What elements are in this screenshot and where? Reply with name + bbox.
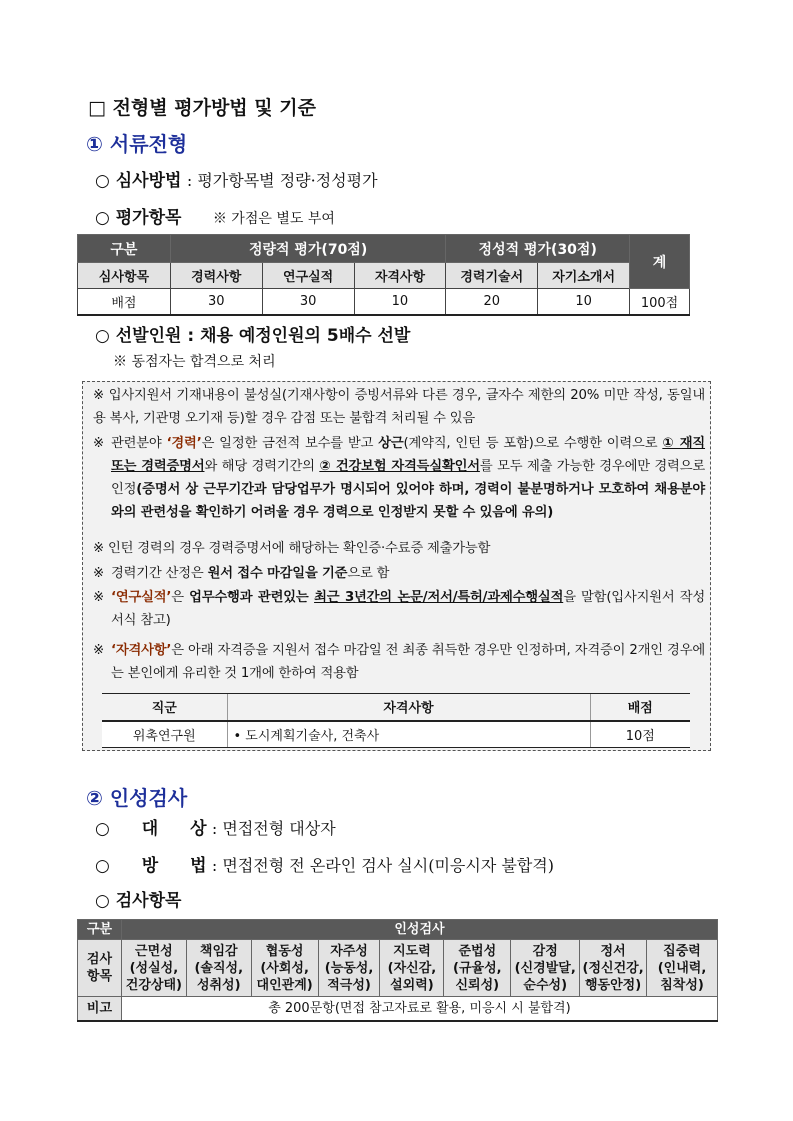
review-items-note: ※ 가점은 별도 부여: [212, 211, 335, 227]
personality-table: [77, 919, 718, 1022]
item-detail: (정신건강, 행동안정): [582, 960, 644, 993]
personality-item: [444, 940, 511, 997]
score-point: 10: [538, 289, 630, 315]
note-text: [93, 586, 705, 632]
note-text: ※ 입사지원서 기재내용이 불성실(기재사항이 증빙서류와 다른 경우, 글자수 제한의 20% 미만 작성, 동일내용 복사, 기관명 오기재 등)할 경우 감점 또는 불합격 처리될 수 있음: [93, 388, 705, 426]
item-name: 지도력: [393, 943, 431, 959]
personality-header-main: 인성검사: [121, 920, 717, 940]
personality-item: [580, 940, 647, 997]
note-fulltime-term: 상근: [378, 436, 404, 451]
review-items-line: [95, 203, 335, 228]
doc-review-heading: ① 서류전형: [86, 132, 188, 156]
score-item: 연구실적: [262, 263, 354, 289]
note-research-term: ‘연구실적’: [111, 590, 172, 605]
note-research-scope: 최근 3년간의 논문/저서/특허/과제수행실적: [314, 590, 564, 605]
score-header-quant: 정량적 평가(70점): [170, 235, 446, 263]
item-name: 정서: [600, 943, 626, 959]
personality-item: [121, 940, 186, 997]
selection-label: ○ 선발인원 : 채용 예정인원의 5배수 선발: [95, 326, 411, 346]
personality-header-group: 구분: [78, 920, 122, 940]
note-mark: ※: [93, 590, 104, 605]
note-part: 경력기간 산정은: [111, 566, 208, 581]
item-detail: (규율성, 신뢰성): [453, 960, 502, 993]
tie-note: ※ 동점자는 합격으로 처리: [113, 354, 276, 370]
score-item: 경력사항: [170, 263, 262, 289]
note-employment-cert: ① 재직 또는 경력증명서: [111, 436, 706, 474]
cert-header: 배점: [590, 694, 690, 721]
cert-header: 직군: [102, 694, 227, 721]
personality-item: [251, 940, 318, 997]
item-detail: (자신감, 설외력): [387, 960, 437, 993]
personality-method-label: ○ 방 법: [95, 856, 207, 876]
note-part: 업무수행과 관련있는: [189, 590, 315, 605]
note-mark: ※: [93, 436, 104, 451]
note-intern: [93, 537, 705, 560]
item-detail: (신경발달, 순수성): [514, 960, 576, 993]
item-name: 책임감: [199, 943, 238, 959]
note-text: [93, 639, 705, 685]
score-header-group: 구분: [78, 235, 171, 263]
item-name: 집중력: [663, 943, 701, 959]
note-text: ※ 인턴 경력의 경우 경력증명서에 해당하는 확인증·수료증 제출가능함: [93, 541, 491, 556]
note-part: (계약직, 인턴 등 포함)으로 수행한 이력으로: [403, 436, 663, 451]
note-part: 와 해당 경력기간의: [204, 459, 320, 474]
review-method-line: [95, 166, 378, 191]
cert-job-group: 위촉연구원: [102, 721, 227, 748]
note-career-caution: (증명서 상 근무기간과 담당업무가 명시되어 있어야 하며, 경력이 불분명하거나 모호하여 채용분야와의 관련성을 확인하기 어려울 경우 경력으로 인정받지 못할 수 있음에 유의): [111, 482, 705, 520]
item-detail: (인내력, 침착성): [657, 960, 707, 993]
note-career-period: [93, 562, 705, 585]
note-mark: ※: [93, 566, 104, 581]
note-insurance-cert: ② 건강보험 자격득실확인서: [319, 459, 480, 474]
item-name: 준법성: [458, 943, 497, 959]
personality-item: [647, 940, 718, 997]
note-research: [93, 586, 705, 632]
section-title: □ 전형별 평가방법 및 기준: [88, 97, 316, 119]
note-part: 으로 함: [347, 566, 390, 581]
score-point: 30: [170, 289, 262, 315]
item-detail: (솔직성, 성취성): [194, 960, 244, 993]
note-part: 은 일정한 금전적 보수를 받고: [201, 436, 379, 451]
personality-heading: ② 인성검사: [86, 786, 188, 810]
cert-header: 자격사항: [227, 694, 590, 721]
note-part: 관련분야: [111, 436, 167, 451]
note-cert-term: ‘자격사항’: [111, 643, 172, 658]
item-detail: (성실성, 건강상태): [125, 960, 182, 993]
note-career: [93, 432, 705, 524]
note-part: 을 말함(입사지원서 작성서식 참고): [111, 590, 705, 628]
personality-method-value: : 면접전형 전 온라인 검사 실시(미응시자 불합격): [211, 856, 554, 875]
personality-target-label: ○ 대 상: [95, 819, 207, 839]
personality-item: [511, 940, 580, 997]
note-career-term: ‘경력’: [166, 436, 202, 451]
item-name: 자주성: [330, 943, 368, 959]
item-detail: (능동성, 적극성): [324, 960, 374, 993]
cert-qualification: • 도시계획기술사, 건축사: [227, 721, 590, 748]
item-detail: (사회성, 대인관계): [256, 960, 313, 993]
note-mark: ※: [93, 643, 104, 658]
personality-remark-label: 비고: [78, 997, 122, 1021]
score-item: 경력기술서: [446, 263, 538, 289]
note-text: [93, 562, 705, 585]
score-table: [77, 234, 690, 316]
review-method-value: : 평가항목별 정량·정성평가: [186, 171, 378, 190]
personality-remark: 총 200문항(면접 참고자료로 활용, 미응시 시 불합격): [121, 997, 717, 1021]
review-items-label: ○ 평가항목: [95, 208, 182, 228]
cert-table: [102, 693, 690, 748]
personality-item: [318, 940, 380, 997]
score-point: 20: [446, 289, 538, 315]
personality-row-label: 검사 항목: [78, 940, 122, 997]
personality-target-value: : 면접전형 대상자: [211, 819, 336, 838]
note-part: 은 아래 자격증을 지원서 접수 마감일 전 최종 취득한 경우만 인정하며, 자격증이 2개인 경우에는 본인에게 유리한 것 1개에 한하여 적용함: [111, 643, 705, 681]
score-header-total: 계: [630, 235, 690, 289]
score-row-label-points: 배점: [78, 289, 171, 315]
note-input-sincerity: [93, 384, 705, 430]
score-row-label-items: 심사항목: [78, 263, 171, 289]
personality-target-line: [95, 814, 336, 839]
note-part: 은: [171, 590, 190, 605]
item-name: 감정: [532, 943, 558, 959]
note-part: 를 모두 제출 가능한 경우에만 경력으로 인정: [111, 459, 705, 497]
personality-item: [380, 940, 444, 997]
score-point: 30: [262, 289, 354, 315]
personality-method-line: [95, 851, 554, 876]
personality-items-label: ○ 검사항목: [95, 891, 182, 911]
item-name: 협동성: [265, 943, 304, 959]
score-item: 자격사항: [354, 263, 446, 289]
score-point: 10: [354, 289, 446, 315]
review-method-label: ○ 심사방법: [95, 171, 182, 191]
personality-item: [186, 940, 251, 997]
cert-points: 10점: [590, 721, 690, 748]
score-header-qual: 정성적 평가(30점): [446, 235, 630, 263]
score-total-points: 100점: [630, 289, 690, 315]
note-certification: [93, 639, 705, 685]
item-name: 근면성: [135, 943, 173, 959]
note-deadline-basis: 원서 접수 마감일을 기준: [207, 566, 348, 581]
note-text: [93, 432, 705, 524]
score-item: 자기소개서: [538, 263, 630, 289]
